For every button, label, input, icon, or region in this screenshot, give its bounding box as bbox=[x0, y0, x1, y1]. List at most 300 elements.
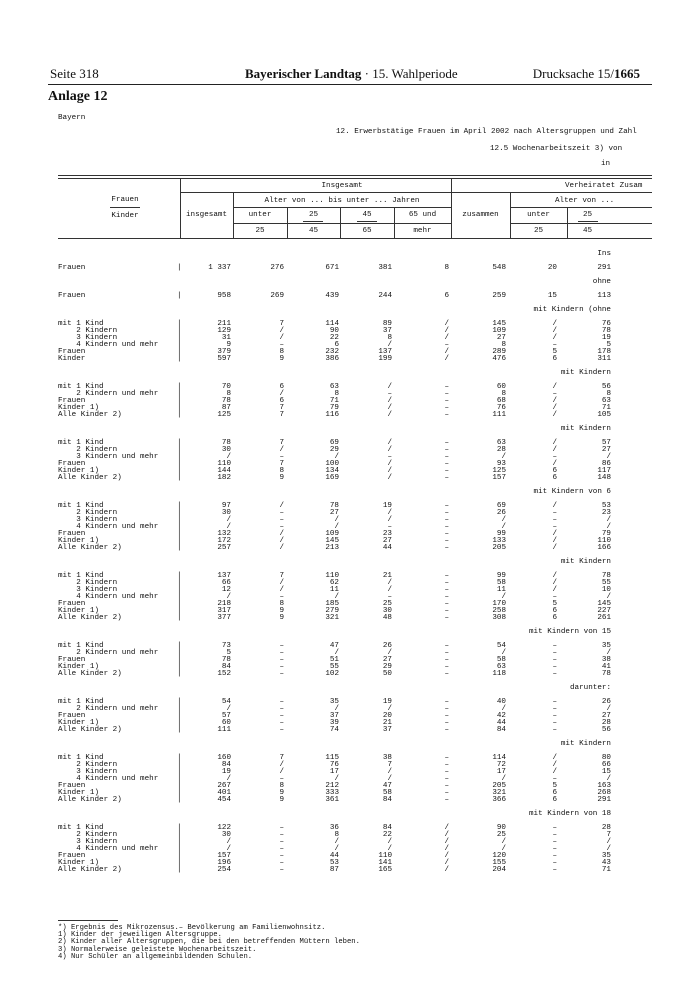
table-cell: / bbox=[501, 649, 506, 657]
table-cell: / bbox=[606, 845, 611, 853]
group-header-insgesamt: Insgesamt bbox=[321, 182, 363, 190]
row-label: Frauen bbox=[58, 656, 86, 664]
row-label: Alle Kinder 2) bbox=[58, 544, 122, 552]
table-cell: 105 bbox=[597, 411, 611, 419]
table-cell: 20 bbox=[547, 264, 557, 272]
table-cell: / bbox=[501, 593, 506, 601]
table-cell: 366 bbox=[492, 796, 506, 804]
row-separator: | bbox=[177, 712, 182, 720]
table-cell: / bbox=[387, 439, 392, 447]
table-cell: 163 bbox=[597, 782, 611, 790]
table-cell: 291 bbox=[597, 264, 611, 272]
row-separator: | bbox=[177, 334, 182, 342]
table-cell: – bbox=[552, 656, 557, 664]
table-cell: – bbox=[444, 761, 449, 769]
row-label: 3 Kindern und mehr bbox=[58, 453, 159, 461]
table-cell: 19 bbox=[382, 502, 392, 510]
table-cell: – bbox=[279, 593, 284, 601]
row-label: Alle Kinder 2) bbox=[58, 474, 122, 482]
table-cell: 44 bbox=[382, 544, 392, 552]
row-label: 3 Kindern bbox=[58, 838, 118, 846]
legislative-period: · 15. Wahlperiode bbox=[361, 66, 458, 81]
table-cell: 7 bbox=[279, 572, 284, 580]
table-cell: – bbox=[444, 537, 449, 545]
row-separator: | bbox=[177, 852, 182, 860]
row-label: mit 1 Kind bbox=[58, 439, 104, 447]
table-cell: 72 bbox=[496, 761, 506, 769]
table-cell: 6 bbox=[279, 383, 284, 391]
table-cell: – bbox=[444, 467, 449, 475]
table-cell: 268 bbox=[597, 789, 611, 797]
col-header-25-45: 45 bbox=[308, 227, 319, 235]
table-cell: 267 bbox=[217, 782, 231, 790]
table-cell: / bbox=[387, 705, 392, 713]
table-cell: 227 bbox=[597, 607, 611, 615]
table-cell: 144 bbox=[217, 467, 231, 475]
table-cell: / bbox=[606, 523, 611, 531]
table-subtitle: 12.5 Wochenarbeitszeit 3) von bbox=[490, 145, 623, 153]
table-cell: / bbox=[552, 383, 557, 391]
row-separator: | bbox=[177, 775, 182, 783]
table-cell: 102 bbox=[325, 670, 339, 678]
table-cell: / bbox=[334, 453, 339, 461]
table-cell: / bbox=[279, 768, 284, 776]
table-cell: 182 bbox=[217, 474, 231, 482]
table-cell: 71 bbox=[601, 866, 611, 874]
table-cell: / bbox=[226, 516, 231, 524]
table-cell: 79 bbox=[329, 404, 339, 412]
table-cell: 115 bbox=[325, 754, 339, 762]
table-cell: 19 bbox=[601, 334, 611, 342]
table-cell: 41 bbox=[601, 663, 611, 671]
table-cell: 62 bbox=[329, 579, 339, 587]
table-cell: 35 bbox=[601, 852, 611, 860]
table-cell: / bbox=[387, 649, 392, 657]
row-separator: | bbox=[177, 404, 182, 412]
table-cell: 185 bbox=[325, 600, 339, 608]
table-cell: 28 bbox=[601, 824, 611, 832]
table-cell: 42 bbox=[496, 712, 506, 720]
row-label: Frauen bbox=[58, 782, 86, 790]
table-cell: / bbox=[387, 775, 392, 783]
table-cell: – bbox=[279, 866, 284, 874]
table-cell: / bbox=[387, 845, 392, 853]
row-separator: | bbox=[177, 586, 182, 594]
table-cell: / bbox=[226, 523, 231, 531]
table-cell: 258 bbox=[492, 607, 506, 615]
table-cell: / bbox=[279, 502, 284, 510]
table-row bbox=[0, 726, 700, 735]
table-cell: 78 bbox=[601, 572, 611, 580]
table-cell: – bbox=[444, 600, 449, 608]
table-cell: 84 bbox=[221, 761, 231, 769]
table-cell: 63 bbox=[496, 439, 506, 447]
table-cell: 27 bbox=[601, 446, 611, 454]
table-cell: / bbox=[606, 649, 611, 657]
row-label: Kinder 1) bbox=[58, 663, 100, 671]
table-cell: 90 bbox=[329, 327, 339, 335]
table-cell: / bbox=[552, 446, 557, 454]
section-heading: mit Kindern (ohne bbox=[533, 306, 611, 314]
table-cell: 9 bbox=[279, 355, 284, 363]
row-label: 2 Kindern bbox=[58, 831, 118, 839]
table-cell: / bbox=[444, 348, 449, 356]
table-cell: – bbox=[552, 509, 557, 517]
row-separator: | bbox=[177, 509, 182, 517]
table-cell: – bbox=[444, 775, 449, 783]
row-label: Kinder bbox=[58, 355, 86, 363]
table-cell: – bbox=[552, 593, 557, 601]
row-label: Frauen bbox=[58, 348, 86, 356]
table-cell: / bbox=[444, 355, 449, 363]
table-cell: 145 bbox=[325, 537, 339, 545]
table-cell: / bbox=[387, 460, 392, 468]
table-cell: 110 bbox=[597, 537, 611, 545]
row-separator: | bbox=[177, 866, 182, 874]
table-cell: 134 bbox=[325, 467, 339, 475]
table-cell: – bbox=[552, 852, 557, 860]
table-cell: / bbox=[606, 838, 611, 846]
row-separator: | bbox=[177, 390, 182, 398]
table-cell: 44 bbox=[329, 852, 339, 860]
table-cell: – bbox=[552, 698, 557, 706]
table-cell: 37 bbox=[382, 726, 392, 734]
row-separator: | bbox=[177, 579, 182, 587]
table-cell: 29 bbox=[382, 663, 392, 671]
table-cell: – bbox=[552, 719, 557, 727]
table-cell: – bbox=[552, 341, 557, 349]
col-header-zusammen: zusammen bbox=[462, 211, 499, 219]
table-cell: 6 bbox=[279, 397, 284, 405]
table-cell: 204 bbox=[492, 866, 506, 874]
table-cell: 57 bbox=[221, 712, 231, 720]
table-cell: – bbox=[444, 789, 449, 797]
table-cell: / bbox=[387, 474, 392, 482]
table-cell: / bbox=[501, 775, 506, 783]
row-label: Kinder 1) bbox=[58, 607, 100, 615]
table-cell: 6 bbox=[552, 789, 557, 797]
table-cell: 321 bbox=[325, 614, 339, 622]
table-cell: 152 bbox=[217, 670, 231, 678]
row-separator: | bbox=[177, 439, 182, 447]
table-cell: 145 bbox=[492, 320, 506, 328]
table-cell: / bbox=[501, 516, 506, 524]
table-cell: / bbox=[279, 327, 284, 335]
row-label: Alle Kinder 2) bbox=[58, 726, 122, 734]
table-cell: 291 bbox=[597, 796, 611, 804]
table-cell: 5 bbox=[606, 341, 611, 349]
row-label: Frauen bbox=[58, 292, 86, 300]
table-cell: / bbox=[334, 838, 339, 846]
table-cell: 26 bbox=[496, 509, 506, 517]
table-cell: 78 bbox=[221, 656, 231, 664]
row-label: Kinder 1) bbox=[58, 719, 100, 727]
table-cell: 333 bbox=[325, 789, 339, 797]
row-separator: | bbox=[177, 838, 182, 846]
table-cell: 7 bbox=[279, 439, 284, 447]
table-cell: 958 bbox=[217, 292, 231, 300]
table-cell: – bbox=[552, 670, 557, 678]
row-label: 3 Kindern bbox=[58, 768, 118, 776]
table-cell: – bbox=[444, 390, 449, 398]
col-header-v-unter-25: 25 bbox=[533, 227, 544, 235]
row-separator: | bbox=[177, 355, 182, 363]
row-label: mit 1 Kind bbox=[58, 383, 104, 391]
table-cell: 74 bbox=[329, 726, 339, 734]
table-cell: – bbox=[444, 544, 449, 552]
table-cell: 8 bbox=[444, 264, 449, 272]
table-cell: / bbox=[334, 523, 339, 531]
table-cell: 58 bbox=[496, 579, 506, 587]
table-cell: – bbox=[552, 845, 557, 853]
table-cell: – bbox=[279, 705, 284, 713]
row-label: 3 Kindern bbox=[58, 516, 118, 524]
table-cell: 439 bbox=[325, 292, 339, 300]
table-cell: 7 bbox=[279, 404, 284, 412]
table-cell: – bbox=[444, 656, 449, 664]
section-heading: Ins bbox=[597, 250, 611, 258]
table-cell: / bbox=[444, 852, 449, 860]
parliament-name: Bayerischer Landtag bbox=[245, 66, 362, 81]
table-cell: 377 bbox=[217, 614, 231, 622]
table-cell: 86 bbox=[601, 460, 611, 468]
row-separator: | bbox=[177, 383, 182, 391]
table-cell: 9 bbox=[226, 341, 231, 349]
table-cell: 166 bbox=[597, 544, 611, 552]
table-cell: / bbox=[279, 586, 284, 594]
row-label: mit 1 Kind bbox=[58, 824, 104, 832]
table-cell: 15 bbox=[601, 768, 611, 776]
table-cell: / bbox=[501, 838, 506, 846]
row-separator: | bbox=[177, 411, 182, 419]
table-cell: / bbox=[226, 593, 231, 601]
table-cell: 254 bbox=[217, 866, 231, 874]
table-cell: 71 bbox=[601, 404, 611, 412]
table-cell: 205 bbox=[492, 544, 506, 552]
table-cell: 69 bbox=[329, 439, 339, 447]
table-cell: / bbox=[606, 593, 611, 601]
table-cell: / bbox=[552, 334, 557, 342]
table-cell: 137 bbox=[217, 572, 231, 580]
table-cell: 27 bbox=[601, 712, 611, 720]
table-cell: 276 bbox=[270, 264, 284, 272]
footnote: 1) Kinder der jeweiligen Altersgruppe. bbox=[58, 931, 222, 940]
table-cell: / bbox=[552, 502, 557, 510]
table-cell: 141 bbox=[378, 859, 392, 867]
table-row bbox=[0, 544, 700, 553]
table-cell: / bbox=[501, 453, 506, 461]
table-cell: – bbox=[444, 453, 449, 461]
table-cell: 26 bbox=[601, 698, 611, 706]
table-cell: 38 bbox=[382, 754, 392, 762]
table-cell: – bbox=[444, 509, 449, 517]
table-cell: 109 bbox=[325, 530, 339, 538]
row-label: mit 1 Kind bbox=[58, 754, 104, 762]
row-label: Kinder 1) bbox=[58, 789, 100, 797]
table-cell: 78 bbox=[601, 327, 611, 335]
table-cell: – bbox=[444, 586, 449, 594]
footnote: *) Ergebnis des Mikrozensus.– Bevölkerung am Familienwohnsitz. bbox=[58, 924, 326, 932]
table-cell: 23 bbox=[601, 509, 611, 517]
table-cell: 19 bbox=[382, 698, 392, 706]
table-cell: – bbox=[444, 446, 449, 454]
table-cell: 9 bbox=[279, 607, 284, 615]
row-separator: | bbox=[177, 341, 182, 349]
table-cell: 8 bbox=[387, 334, 392, 342]
row-label: 2 Kindern und mehr bbox=[58, 705, 159, 713]
row-label: Frauen bbox=[58, 397, 86, 405]
table-cell: – bbox=[279, 824, 284, 832]
table-cell: – bbox=[279, 656, 284, 664]
table-cell: – bbox=[444, 663, 449, 671]
table-cell: 60 bbox=[496, 383, 506, 391]
row-label: mit 1 Kind bbox=[58, 320, 104, 328]
table-cell: 211 bbox=[217, 320, 231, 328]
table-cell: / bbox=[226, 775, 231, 783]
section-heading: mit Kindern bbox=[560, 425, 611, 433]
row-label: 3 Kindern bbox=[58, 334, 118, 342]
row-label: 2 Kindern und mehr bbox=[58, 390, 159, 398]
table-cell: 27 bbox=[496, 334, 506, 342]
table-cell: – bbox=[444, 579, 449, 587]
table-cell: / bbox=[279, 390, 284, 398]
table-cell: – bbox=[387, 390, 392, 398]
table-cell: / bbox=[334, 593, 339, 601]
table-cell: 78 bbox=[329, 502, 339, 510]
row-label: Alle Kinder 2) bbox=[58, 614, 122, 622]
table-cell: 63 bbox=[329, 383, 339, 391]
table-cell: 22 bbox=[329, 334, 339, 342]
table-cell: – bbox=[444, 614, 449, 622]
table-cell: 27 bbox=[329, 509, 339, 517]
table-cell: 148 bbox=[597, 474, 611, 482]
table-cell: 110 bbox=[217, 460, 231, 468]
col-header-insgesamt: insgesamt bbox=[185, 211, 227, 219]
table-cell: 84 bbox=[382, 796, 392, 804]
table-cell: – bbox=[444, 341, 449, 349]
table-cell: / bbox=[552, 460, 557, 468]
row-separator: | bbox=[177, 782, 182, 790]
table-cell: – bbox=[444, 593, 449, 601]
table-cell: 8 bbox=[501, 341, 506, 349]
table-cell: 379 bbox=[217, 348, 231, 356]
table-cell: 93 bbox=[496, 460, 506, 468]
section-heading: mit Kindern von 18 bbox=[528, 810, 611, 818]
table-cell: 35 bbox=[329, 698, 339, 706]
table-cell: 6 bbox=[444, 292, 449, 300]
table-cell: 87 bbox=[221, 404, 231, 412]
row-label: 4 Kindern und mehr bbox=[58, 341, 159, 349]
col-header-25: 25 bbox=[308, 211, 319, 219]
row-label: 2 Kindern bbox=[58, 446, 118, 454]
table-cell: / bbox=[387, 509, 392, 517]
table-cell: 133 bbox=[492, 537, 506, 545]
table-cell: 8 bbox=[279, 348, 284, 356]
table-cell: 157 bbox=[217, 852, 231, 860]
table-cell: 597 bbox=[217, 355, 231, 363]
table-cell: 71 bbox=[329, 397, 339, 405]
table-cell: – bbox=[444, 411, 449, 419]
table-cell: 311 bbox=[597, 355, 611, 363]
table-cell: – bbox=[444, 719, 449, 727]
table-cell: – bbox=[279, 698, 284, 706]
row-label: 2 Kindern bbox=[58, 761, 118, 769]
row-separator: | bbox=[177, 474, 182, 482]
table-cell: 213 bbox=[325, 544, 339, 552]
table-cell: 8 bbox=[606, 390, 611, 398]
stub-header-kinder: Kinder bbox=[111, 212, 139, 220]
table-cell: / bbox=[444, 824, 449, 832]
table-cell: 63 bbox=[496, 663, 506, 671]
table-cell: / bbox=[279, 530, 284, 538]
table-cell: 60 bbox=[221, 719, 231, 727]
row-label: 4 Kindern und mehr bbox=[58, 845, 159, 853]
table-cell: 205 bbox=[492, 782, 506, 790]
table-cell: / bbox=[501, 845, 506, 853]
table-cell: 27 bbox=[382, 656, 392, 664]
table-cell: 97 bbox=[221, 502, 231, 510]
section-heading: mit Kindern von 6 bbox=[533, 488, 611, 496]
row-label: Frauen bbox=[58, 530, 86, 538]
table-cell: – bbox=[552, 775, 557, 783]
table-cell: 8 bbox=[279, 600, 284, 608]
table-cell: – bbox=[552, 705, 557, 713]
table-cell: 48 bbox=[382, 614, 392, 622]
footnote: 2) Kinder aller Altersgruppen, die bei den betreffenden Müttern leben. bbox=[58, 938, 360, 947]
table-cell: – bbox=[444, 642, 449, 650]
table-cell: 19 bbox=[221, 768, 231, 776]
table-cell: 111 bbox=[492, 411, 506, 419]
table-cell: – bbox=[387, 523, 392, 531]
table-cell: 109 bbox=[492, 327, 506, 335]
row-separator: | bbox=[177, 831, 182, 839]
table-row bbox=[0, 866, 700, 875]
table-cell: / bbox=[387, 579, 392, 587]
section-heading: mit Kindern bbox=[560, 558, 611, 566]
row-separator: | bbox=[177, 656, 182, 664]
region-label: Bayern bbox=[58, 114, 86, 122]
table-cell: / bbox=[279, 537, 284, 545]
row-separator: | bbox=[177, 544, 182, 552]
table-cell: / bbox=[552, 544, 557, 552]
table-cell: 100 bbox=[325, 460, 339, 468]
table-cell: 7 bbox=[606, 831, 611, 839]
table-cell: 29 bbox=[329, 446, 339, 454]
table-cell: / bbox=[226, 845, 231, 853]
table-cell: – bbox=[279, 516, 284, 524]
table-cell: 125 bbox=[217, 411, 231, 419]
table-cell: 120 bbox=[492, 852, 506, 860]
table-cell: / bbox=[334, 845, 339, 853]
table-cell: – bbox=[279, 852, 284, 860]
table-cell: / bbox=[226, 705, 231, 713]
table-cell: / bbox=[444, 334, 449, 342]
footnote: 3) Normalerweise geleistete Wochenarbeitszeit. bbox=[58, 945, 257, 954]
table-cell: – bbox=[279, 712, 284, 720]
table-cell: 23 bbox=[382, 530, 392, 538]
table-row bbox=[0, 355, 700, 364]
table-cell: – bbox=[552, 642, 557, 650]
table-row bbox=[0, 411, 700, 420]
row-label: Alle Kinder 2) bbox=[58, 866, 122, 874]
table-cell: 80 bbox=[601, 754, 611, 762]
table-row bbox=[0, 796, 700, 805]
col-header-45: 45 bbox=[362, 211, 372, 219]
row-label: 2 Kindern und mehr bbox=[58, 649, 159, 657]
table-cell: 269 bbox=[270, 292, 284, 300]
row-separator: | bbox=[177, 460, 182, 468]
row-separator: | bbox=[177, 670, 182, 678]
